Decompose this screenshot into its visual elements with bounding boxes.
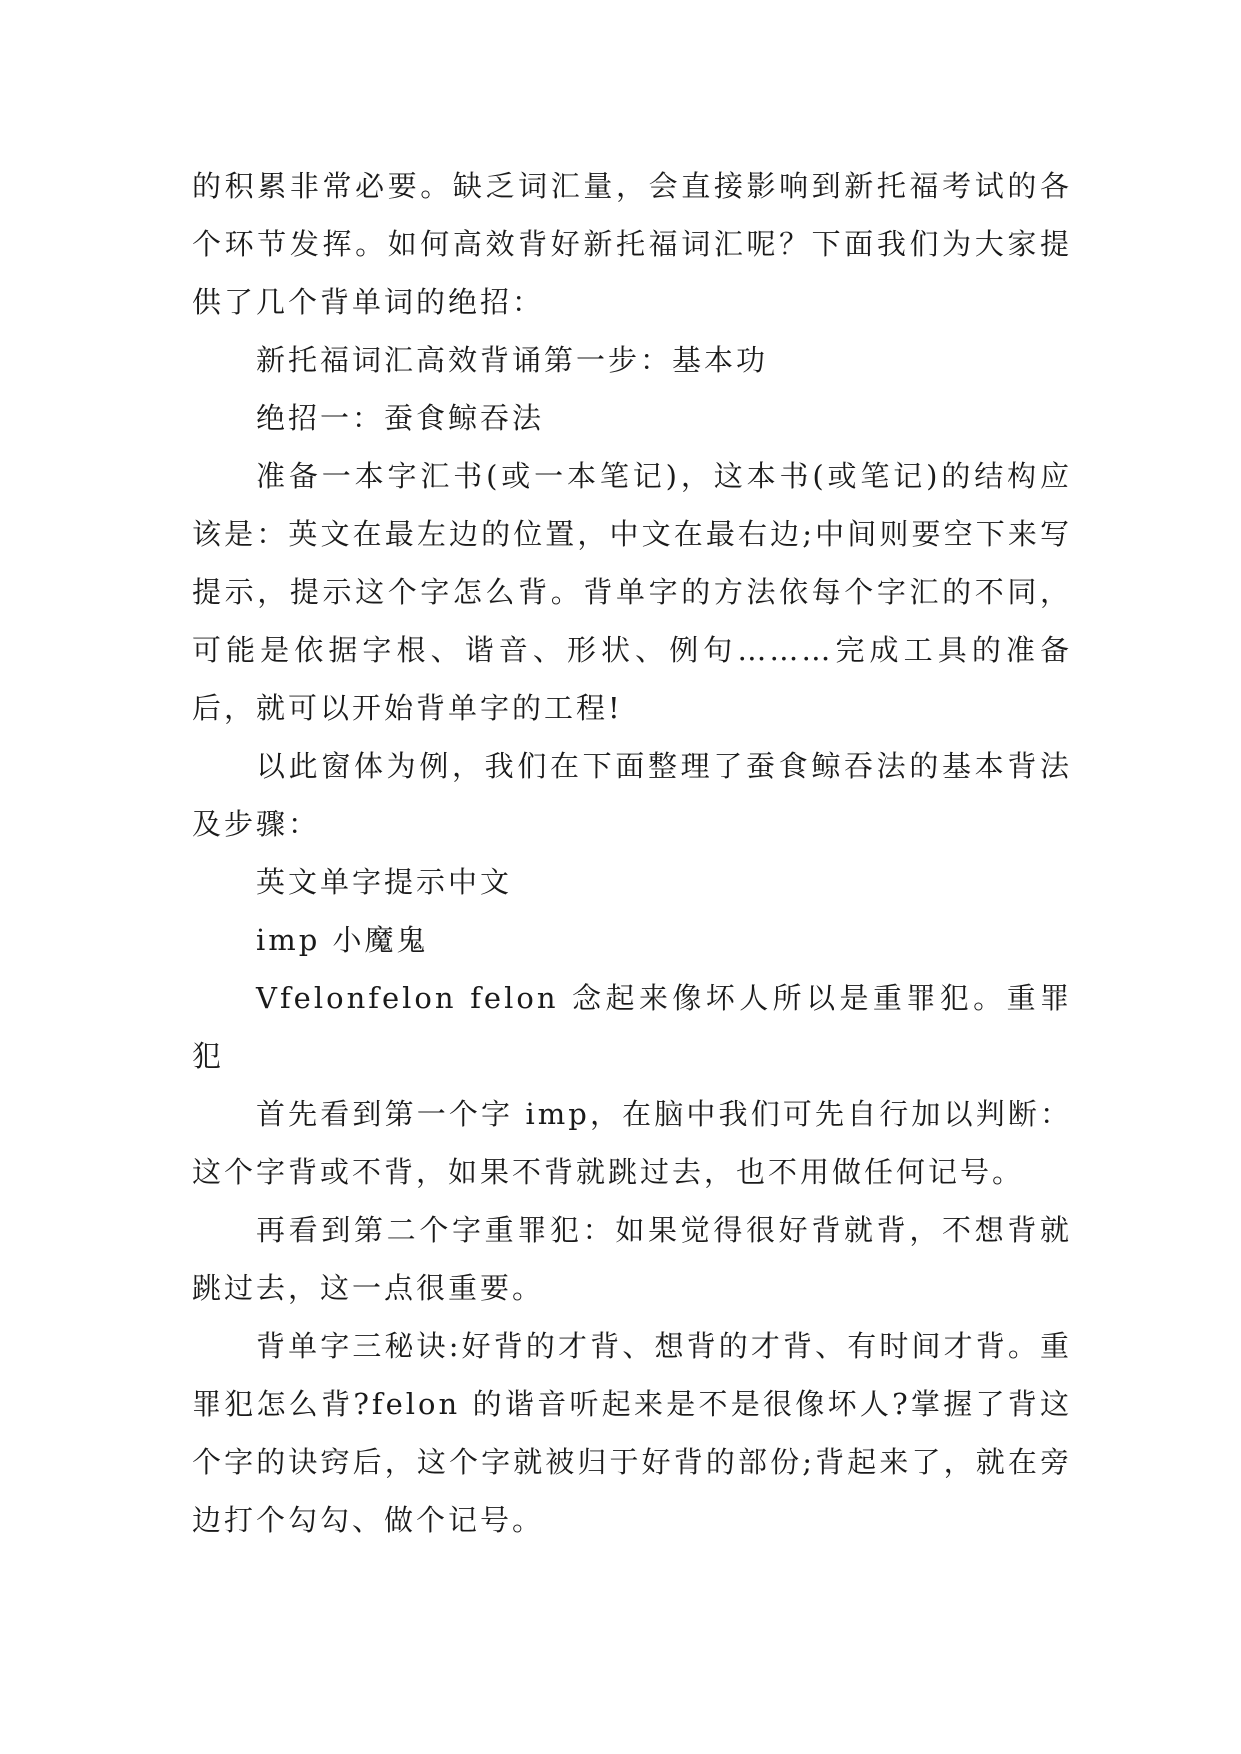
paragraph: 再看到第二个字重罪犯：如果觉得很好背就背，不想背就跳过去，这一点很重要。 [192, 1213, 1072, 1305]
paragraph: 准备一本字汇书(或一本笔记)，这本书(或笔记)的结构应该是：英文在最左边的位置，中文在最右边;中间则要空下来写提示，提示这个字怎么背。背单字的方法依每个字汇的不同，可能是依据字根、谐音、形状、例句………完成工具的准备后，就可以开始背单字的工程! [192, 459, 1072, 725]
section-heading: 新托福词汇高效背诵第一步：基本功 [256, 343, 769, 377]
paragraph: 背单字三秘诀:好背的才背、想背的才背、有时间才背。重罪犯怎么背?felon 的谐音听起来是不是很像坏人?掌握了背这个字的诀窍后，这个字就被归于好背的部份;背起来了，就在旁边打个勾勾、做个记号。 [192, 1329, 1072, 1537]
paragraph: 首先看到第一个字 imp，在脑中我们可先自行加以判断：这个字背或不背，如果不背就跳过去，也不用做任何记号。 [192, 1097, 1072, 1189]
example-row: imp 小魔鬼 [256, 923, 429, 957]
paragraph: 以此窗体为例，我们在下面整理了蚕食鲸吞法的基本背法及步骤： [192, 749, 1072, 841]
paragraph: 的积累非常必要。缺乏词汇量，会直接影响到新托福考试的各个环节发挥。如何高效背好新托福词汇呢？下面我们为大家提供了几个背单词的绝招： [192, 169, 1072, 319]
example-row: Vfelonfelon felon 念起来像坏人所以是重罪犯。重罪犯 [192, 981, 1072, 1073]
method-title: 绝招一：蚕食鲸吞法 [256, 401, 545, 435]
document-body [192, 157, 1072, 1549]
table-header-line: 英文单字提示中文 [256, 865, 513, 899]
